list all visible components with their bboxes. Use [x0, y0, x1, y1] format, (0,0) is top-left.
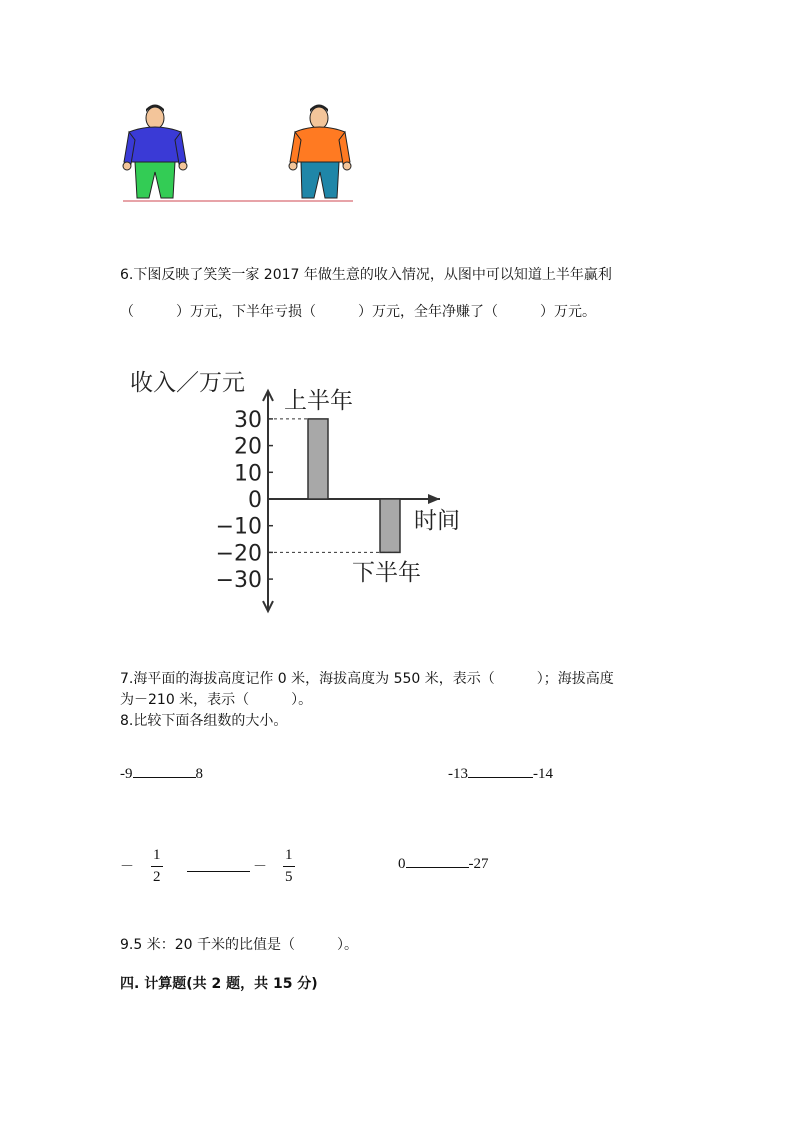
q8-compare-a	[120, 766, 203, 783]
q8-compare-c	[120, 848, 320, 888]
q8-title: 8.比较下面各组数的大小。	[120, 713, 288, 729]
q8-c-fraction2	[283, 848, 295, 885]
q8-c-sign1: －	[120, 859, 134, 875]
chart-y-tick-label: 20	[234, 434, 262, 460]
q7-line1: 7.海平面的海拔高度记作 0 米，海拔高度为 550 米，表示（ ）；海拔高度	[120, 671, 614, 687]
q8-d-left: 0	[398, 856, 406, 872]
q8-c-den2: 5	[285, 869, 293, 885]
q8-a-right: 8	[195, 766, 203, 782]
q8-compare-d	[398, 856, 489, 873]
chart-bar	[308, 419, 328, 499]
chart-y-tick-label: 30	[234, 407, 262, 433]
q6-line2: （ ）万元，下半年亏损（ ）万元，全年净赚了（ ）万元。	[120, 304, 596, 320]
q8-b-right: -14	[533, 766, 553, 782]
q8-c-num2: 1	[283, 848, 295, 867]
chart-bar-label: 下半年	[352, 560, 421, 586]
q8-c-sign2: －	[253, 859, 267, 875]
q7-line2: 为－210 米，表示（ ）。	[120, 692, 313, 708]
q8-a-left: -9	[120, 766, 133, 782]
chart-x-axis-arrow	[428, 494, 440, 504]
chart-y-tick-label: −20	[215, 541, 262, 567]
q8-c-blank[interactable]	[187, 870, 250, 872]
q9-text: 9.5 米：20 千米的比值是（ ）。	[120, 937, 358, 953]
chart-y-tick-label: −30	[215, 568, 262, 594]
q6-line1: 6.下图反映了笑笑一家 2017 年做生意的收入情况，从图中可以知道上半年赢利	[120, 267, 612, 283]
chart-y-tick-label: −10	[215, 514, 262, 540]
q8-d-right: -27	[468, 856, 489, 872]
person-blue-shirt	[123, 105, 187, 199]
section4-title: 四. 计算题(共 2 题，共 15 分)	[120, 976, 318, 992]
two-people-illustration	[115, 100, 360, 210]
income-bar-chart	[128, 360, 478, 625]
person-orange-shirt	[289, 105, 351, 199]
q8-c-fraction1	[151, 848, 163, 885]
q8-c-den1: 2	[153, 869, 161, 885]
q8-compare-b	[448, 766, 553, 783]
q8-b-blank[interactable]	[468, 776, 533, 778]
chart-y-tick-label: 10	[234, 461, 262, 487]
q8-d-blank[interactable]	[406, 866, 469, 868]
chart-xlabel: 时间	[414, 508, 460, 534]
q8-a-blank[interactable]	[133, 776, 196, 778]
chart-y-tick-label: 0	[248, 488, 262, 513]
q8-c-num1: 1	[151, 848, 163, 867]
q8-b-left: -13	[448, 766, 468, 782]
chart-bar-label: 上半年	[284, 388, 353, 414]
chart-bar	[380, 499, 400, 552]
chart-ylabel: 收入／万元	[130, 370, 245, 396]
